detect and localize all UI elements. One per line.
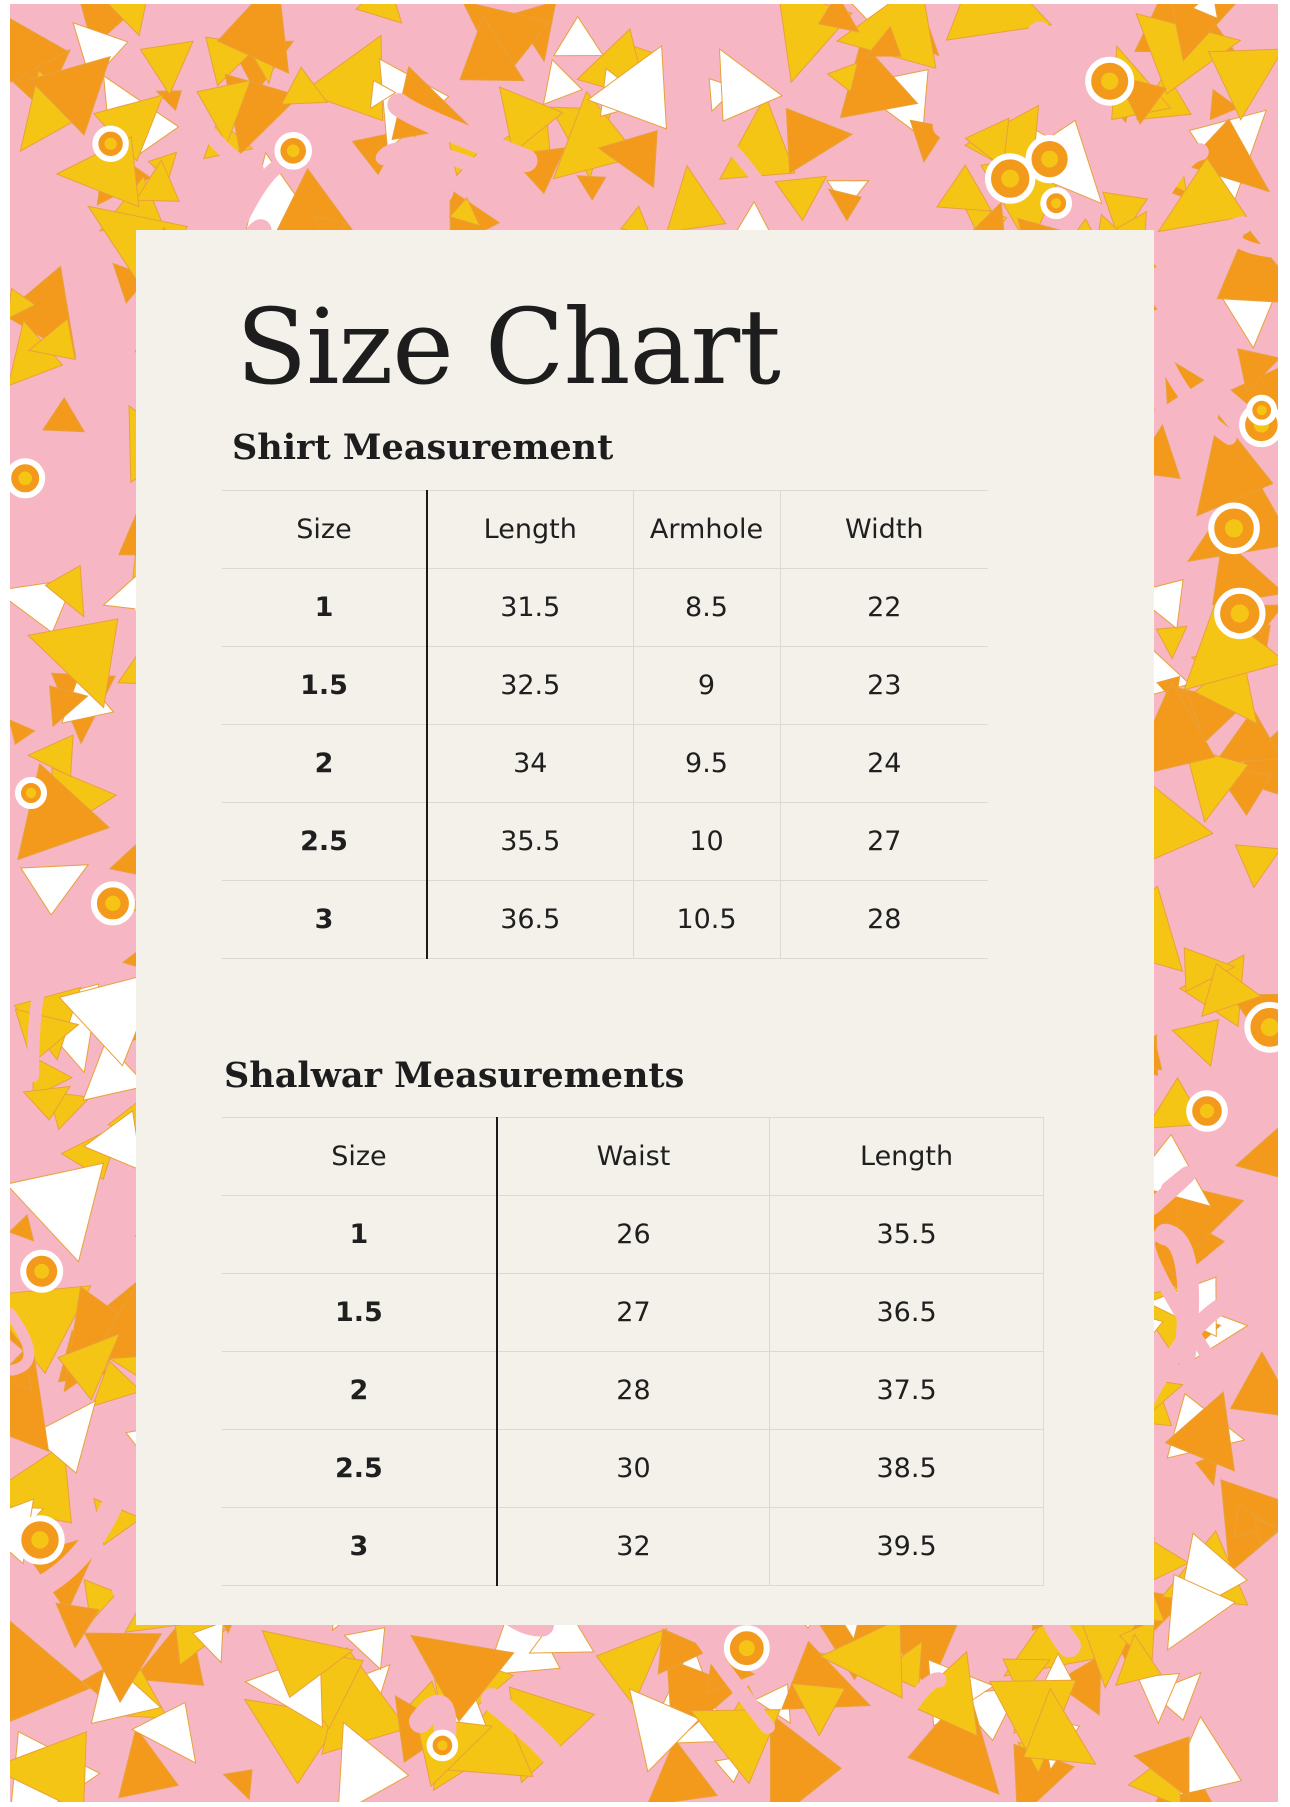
length-cell: 36.5 [770, 1274, 1044, 1352]
table-row [222, 725, 988, 803]
column-header: Length [427, 491, 633, 569]
table-header-row [222, 491, 988, 569]
waist-cell: 27 [497, 1274, 770, 1352]
length-cell: 35.5 [770, 1196, 1044, 1274]
shalwar-section-title: Shalwar Measurements [224, 1055, 685, 1096]
column-header: Size [222, 491, 427, 569]
page-title: Size Chart [236, 286, 780, 408]
column-header: Width [780, 491, 988, 569]
table-row [222, 1508, 1044, 1586]
table-row [222, 803, 988, 881]
size-cell: 2 [222, 1352, 497, 1430]
length-cell: 35.5 [427, 803, 633, 881]
column-header: Waist [497, 1118, 770, 1196]
length-cell: 34 [427, 725, 633, 803]
table-row [222, 1196, 1044, 1274]
armhole-cell: 10.5 [633, 881, 780, 959]
width-cell: 24 [780, 725, 988, 803]
size-cell: 2.5 [222, 803, 427, 881]
table-row [222, 1430, 1044, 1508]
armhole-cell: 10 [633, 803, 780, 881]
length-cell: 31.5 [427, 569, 633, 647]
waist-cell: 32 [497, 1508, 770, 1586]
armhole-cell: 9.5 [633, 725, 780, 803]
width-cell: 28 [780, 881, 988, 959]
armhole-cell: 9 [633, 647, 780, 725]
table-row [222, 569, 988, 647]
length-cell: 39.5 [770, 1508, 1044, 1586]
width-cell: 23 [780, 647, 988, 725]
length-cell: 37.5 [770, 1352, 1044, 1430]
table-row [222, 1274, 1044, 1352]
content-card [136, 230, 1154, 1625]
waist-cell: 30 [497, 1430, 770, 1508]
length-cell: 36.5 [427, 881, 633, 959]
shirt-measurement-table [222, 490, 988, 959]
width-cell: 27 [780, 803, 988, 881]
table-row [222, 647, 988, 725]
armhole-cell: 8.5 [633, 569, 780, 647]
length-cell: 32.5 [427, 647, 633, 725]
column-header: Size [222, 1118, 497, 1196]
table-header-row [222, 1118, 1044, 1196]
size-cell: 1 [222, 569, 427, 647]
size-cell: 1 [222, 1196, 497, 1274]
shalwar-measurement-table [222, 1117, 1044, 1586]
column-header: Armhole [633, 491, 780, 569]
length-cell: 38.5 [770, 1430, 1044, 1508]
table-row [222, 1352, 1044, 1430]
size-cell: 2.5 [222, 1430, 497, 1508]
size-cell: 2 [222, 725, 427, 803]
size-cell: 3 [222, 1508, 497, 1586]
shirt-section-title: Shirt Measurement [232, 427, 614, 468]
width-cell: 22 [780, 569, 988, 647]
waist-cell: 26 [497, 1196, 770, 1274]
table-row [222, 881, 988, 959]
column-header: Length [770, 1118, 1044, 1196]
size-cell: 1.5 [222, 647, 427, 725]
size-cell: 1.5 [222, 1274, 497, 1352]
waist-cell: 28 [497, 1352, 770, 1430]
size-cell: 3 [222, 881, 427, 959]
